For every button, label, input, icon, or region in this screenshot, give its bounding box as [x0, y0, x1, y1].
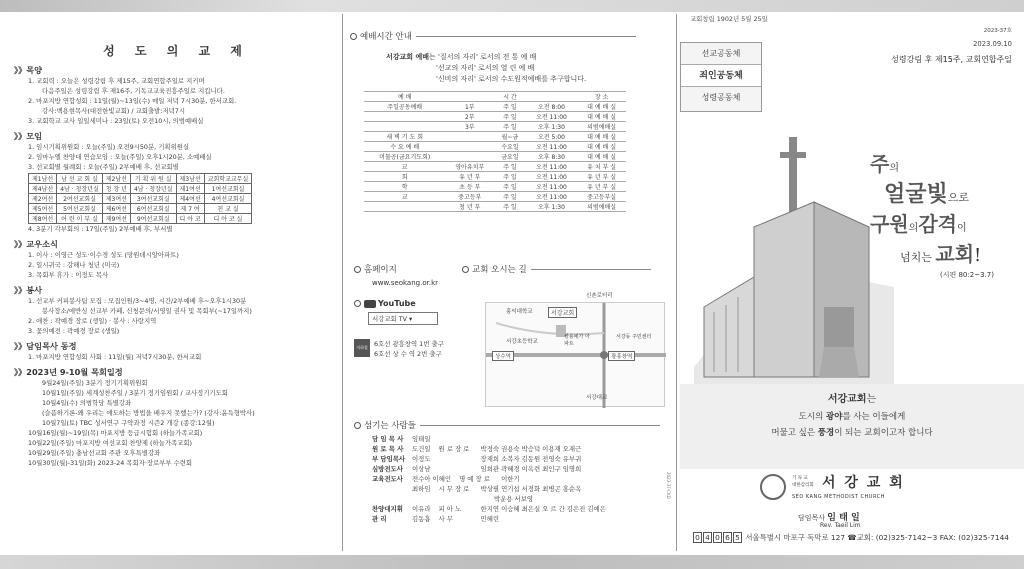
community-box [680, 42, 762, 112]
table-row [364, 162, 626, 172]
section-line: 1. 마포지방 연합성회 사회 : 11일(월) 저녁7시30분, 한서교회 [28, 353, 202, 361]
headline-word-2: 의 [889, 163, 899, 174]
table-cell: 주 일 [494, 202, 526, 212]
section-heading: 》》모임 [14, 131, 43, 141]
section-line: 2. 마포지방 연합성회 : 11일(월)~13일(수) 매일 저녁 7시30분, 한서교회. [28, 97, 237, 105]
staff-heading: 섬기는 사람들 [354, 419, 660, 433]
church-illustration [694, 107, 894, 407]
section-line: 9월24일(주일) 3분기 정기기획위원회 [42, 379, 148, 387]
table-cell: 수 요 예 배 [364, 142, 445, 152]
table-cell: 대 예 배 실 [577, 102, 626, 112]
table-cell: 오전 5:00 [526, 132, 577, 142]
section-line: 10월7일(토) TBC 성서연구 구약과정 시즌2 개강 (종강:12월) [42, 419, 215, 427]
staff-role: 원 로 목 사 [372, 445, 404, 453]
occasion-title: 성령강림 후 제15주, 교회연합주일 [891, 55, 1012, 64]
vision-c: 를 사는 이들에게 [842, 412, 906, 422]
table-cell: 의범예배실 [577, 202, 626, 212]
table-cell: 주 일 [494, 182, 526, 192]
table-cell: 제9여선 [102, 214, 130, 224]
table-row [29, 184, 252, 194]
intro-text: '선교의 자리' 로서의 열 린 예 배 [436, 64, 535, 72]
table-cell: 중고등부실 [577, 192, 626, 202]
table-cell: 의범예배실 [577, 122, 626, 132]
top-scan-band [0, 0, 1024, 12]
community-sinners: 죄인공동체 [681, 65, 761, 87]
table-cell: 대 예 배 실 [577, 142, 626, 152]
table-cell: 중고등부 [445, 192, 494, 202]
intro-line [386, 52, 675, 63]
map-label-school: 서강초등학교 [506, 339, 538, 345]
map-label-church: 서강교회 [548, 307, 577, 318]
circle-bullet-icon [350, 33, 357, 40]
table-cell: 4여선교회실 [204, 194, 252, 204]
issue-number: 2023-37호 [983, 28, 1012, 34]
table-cell: 교회학교교무실 [204, 174, 252, 184]
staff-row [372, 454, 672, 464]
table-cell: 교 [364, 192, 445, 202]
section-line: 3. 꽃의예전 : 곽예경 장로 (생일) [28, 327, 120, 335]
section-line: (슬픔하기론-왜 우리는 애도하는 방법을 배우지 못했는가? (강사:윤득형박사) [42, 409, 255, 417]
section-line: 2. 애찬 : 곽예경 장로 (생일) · 봉사 : 사랑지역 [28, 317, 157, 325]
map-label-gwangheungchang: 광흥창역 [608, 351, 635, 361]
vision-church-suffix: 는 [866, 394, 877, 405]
section-line: 1. 이사 : 이영근 성도·이수경 성도 (망원데시앙아파트) [28, 251, 179, 259]
youtube-heading: YouTube [354, 299, 474, 308]
announcement-sections [14, 65, 339, 468]
table-row [29, 174, 252, 184]
table-cell: 교 [364, 162, 445, 172]
headline-word-8: 이 [956, 223, 967, 234]
section-line: 다음주일은 성령강림 후 제16주, 기독교교육진흥주일로 지킵니다. [42, 87, 225, 95]
logo-english: SEO KANG METHODIST CHURCH [792, 494, 885, 500]
headline-word-5: 구원 [870, 212, 909, 236]
table-cell: 초 등 부 [445, 182, 494, 192]
table-cell: 유 년 부 실 [577, 182, 626, 192]
vision-a: 도시의 [798, 412, 826, 422]
table-cell: 청 년 부 [445, 202, 494, 212]
vision-lines [680, 409, 1024, 441]
table-cell: 4남 · 청장년실 [130, 184, 176, 194]
vision-statement [680, 384, 1024, 469]
address-line: 0 4 0 6 5 서울특별시 마포구 독막로 127 ☎교회: (02)325-7142~3 FAX: (02)325-7144 [686, 532, 1016, 543]
table-cell: 주 일 [494, 172, 526, 182]
map-label-center: 서강동 주민센터 [616, 334, 652, 340]
table-row [29, 214, 252, 224]
section-heading: 》》2023년 9-10월 목회일정 [14, 367, 123, 377]
logo-small-text: 기 독 교 대한감리회 [792, 476, 814, 488]
table-header-row [364, 92, 626, 102]
section-line: 10월30일(월)-31일(화) 2023-24 목회자·장로부부 수련회 [28, 459, 193, 467]
table-cell: 디 아 코 [176, 214, 204, 224]
fellowship-panel [14, 12, 339, 555]
table-cell: 주 일 [494, 162, 526, 172]
table-header [445, 92, 494, 102]
vision-a: 머물고 싶은 [771, 428, 818, 438]
table-cell: 오전 11:00 [526, 192, 577, 202]
staff-names: 한지연 이승혜 최은실 오 르 간 김은진 김예은 [480, 505, 606, 513]
table-cell: 유 년 부 실 [577, 172, 626, 182]
table-cell: 6여선교회실 [130, 204, 176, 214]
subway-line-1: 6호선 광흥창역 1번 출구 [374, 340, 444, 348]
table-cell: 오전 11:00 [526, 172, 577, 182]
section-line: 1. 교회력 : 오늘은 성령강림 후 제15주, 교회연합주일로 지키며 [28, 77, 205, 85]
table-cell: 주 일 [494, 102, 526, 112]
headline-word-1: 주 [870, 152, 890, 176]
table-cell [364, 202, 445, 212]
table-cell: 어 린 이 부 실 [57, 214, 103, 224]
section-line: 10월1일(주일) 세계성찬주일 / 3분기 정기임원회 / 교사정기기도회 [42, 389, 228, 397]
table-cell: 제 7 여 [176, 204, 204, 214]
section-line: 2. 임마누엘 찬양대 연습모임 : 오늘(주일) 오후1시20분, 소예배실 [28, 153, 212, 161]
table-cell: 오전 11:00 [526, 142, 577, 152]
table-row [364, 142, 626, 152]
staff-role: 부 담임목사 [372, 455, 406, 463]
map-label-rotary: 신촌로터리 [586, 293, 613, 299]
postal-digit: 5 [733, 532, 742, 543]
table-cell: 5여선교회실 [57, 204, 103, 214]
print-code: 2023-37-CKD [666, 472, 671, 499]
table-cell: 제6여선 [102, 204, 130, 214]
table-cell: 1여선교회실 [204, 184, 252, 194]
table-cell: 남 선 교 회 실 [57, 174, 103, 184]
table-header: 장 소 [577, 92, 626, 102]
staff-name: 이유라 [412, 505, 431, 513]
directions-heading: 교회 오시는 길 [462, 263, 651, 277]
worship-schedule-table [364, 91, 626, 212]
table-cell: 오후 1:30 [526, 122, 577, 132]
vision-c: 이 되는 교회이고자 합니다 [834, 428, 933, 438]
staff-role-2: 피 아 노 [438, 505, 462, 513]
table-row [29, 194, 252, 204]
staff-role: 교육전도사 [372, 475, 403, 483]
worship-intro [350, 52, 675, 85]
section-line: 10월29일(주일) 충남선교회 주관 오후특별강좌 [28, 449, 161, 457]
headline-word-7: 감격 [918, 212, 957, 236]
table-row [364, 202, 626, 212]
section-line: 강사:백용현목사(대전한빛교회) / 교회출발:저녁7시 [42, 107, 186, 115]
table-cell: 9여선교회실 [130, 214, 176, 224]
table-cell [364, 112, 445, 122]
vision-b: 광야 [826, 412, 843, 422]
staff-names: 민혜린 [480, 515, 500, 523]
table-cell: 수요일 [494, 142, 526, 152]
postal-digit: 4 [703, 532, 712, 543]
cover-headline [870, 152, 1020, 280]
table-cell: 주 일 [494, 122, 526, 132]
section-line: 10월22일(주일) 마포지방 여선교회 찬양제 (하늘가족교회) [28, 439, 193, 447]
table-cell: 대 예 배 실 [577, 112, 626, 122]
bulletin-date: 2023.09.10 [973, 40, 1012, 48]
table-cell [445, 152, 494, 162]
intro-text: 는 '질서의 자리' 로서의 전 통 예 배 [429, 53, 537, 61]
table-cell: 오전 8:00 [526, 102, 577, 112]
table-cell: 오전 11:00 [526, 182, 577, 192]
church-logo [750, 470, 970, 510]
homepage-link[interactable]: www.seokang.or.kr [372, 279, 438, 287]
table-cell: 오전 11:00 [526, 162, 577, 172]
section-line: 3. 선교회별 월례회 : 오늘(주일) 2부예배 후, 선교회별 [28, 163, 179, 171]
staff-role-2: 명 예 장 로 [459, 475, 490, 483]
headline-word-4: 으로 [947, 191, 970, 204]
staff-name: 최하임 [412, 485, 431, 493]
table-cell: 유 치 부 실 [577, 162, 626, 172]
section-line: 봉사장소/에반싱 선교부 카페, 신청문의/서영일 권사 및 목회부(~17일까지) [42, 307, 252, 315]
table-cell: 제4여선 [176, 194, 204, 204]
founded-date: 교회창립 1902년 5월 25일 [690, 15, 768, 23]
staff-name: 이상남 [412, 465, 431, 473]
table-cell: 주 일 [494, 192, 526, 202]
table-row [364, 182, 626, 192]
staff-name: 도건일 [412, 445, 431, 453]
table-cell: 대 예 배 실 [577, 152, 626, 162]
map-label-sangsu: 상수역 [492, 351, 514, 361]
intro-line [386, 74, 675, 85]
table-header: 예 배 [364, 92, 445, 102]
section-line: 4. 3분기 각부회의 : 17일(주일) 2부예배 후, 부서별 [28, 225, 173, 233]
table-cell: 기 획 위 원 실 [130, 174, 176, 184]
directions-map [485, 293, 665, 407]
staff-role: 담 임 목 사 [372, 435, 404, 443]
section-line: 1. 선교부 커피봉사팀 모집 : 모집인원/3~4명, 시간/2부예배 후~오후1시30분 [28, 297, 247, 305]
table-cell: 3여선교회실 [130, 194, 176, 204]
chevron-down-icon: ▾ [409, 315, 413, 323]
section-heading: 》》목양 [14, 65, 43, 75]
staff-row [372, 464, 672, 474]
table-cell: 주일공동예배 [364, 102, 445, 112]
map-label-apartment: 쌍용예가 아파트 [564, 334, 590, 347]
table-cell: 월~금 [494, 132, 526, 142]
section-line: 3. 목회부 휴가 : 이정도 목사 [28, 271, 109, 279]
bottom-scan-band [0, 555, 1024, 569]
table-cell: 유 년 부 [445, 172, 494, 182]
logo-name: 서 강 교 회 [822, 475, 905, 491]
community-spirit: 성령공동체 [701, 93, 741, 102]
staff-role: 관 리 [372, 515, 387, 523]
youtube-icon [364, 300, 376, 308]
headline-word-10: 교회 [935, 242, 975, 266]
youtube-channel-select[interactable]: 서강교회 TV ▾ [368, 312, 438, 325]
section-line: 3. 교회학교 교사 일일세미나 : 23일(토) 오전10시, 의범예배실 [28, 117, 204, 125]
staff-names: 박정숙 권용숙 박승덕 이용재 오재근 [480, 445, 582, 453]
table-cell: 머물공(금요기도회) [364, 152, 445, 162]
staff-row [372, 434, 672, 444]
table-cell: 제2여선 [29, 194, 57, 204]
table-cell: 제5여선 [29, 204, 57, 214]
staff-row [372, 474, 672, 484]
headline-word-6: 의 [908, 223, 919, 234]
staff-row [372, 484, 672, 494]
homepage-block [354, 260, 474, 359]
page-title: 성 도 의 교 제 [103, 44, 250, 58]
table-cell: 금요일 [494, 152, 526, 162]
subway-line-2: 6호선 상 수 역 2번 출구 [374, 350, 442, 358]
table-cell: 주 일 [494, 112, 526, 122]
intro-church: 서강교회 예배 [386, 53, 430, 61]
circle-bullet-icon [354, 266, 361, 273]
section-heading: 》》교우소식 [14, 239, 58, 249]
section-line: 10월4일(수) 의범학당 특별강좌 [42, 399, 132, 407]
table-cell: 오전 11:00 [526, 112, 577, 122]
vision-b: 풍경 [817, 428, 835, 438]
circle-bullet-icon [354, 422, 361, 429]
table-cell [445, 132, 494, 142]
pastor-line: 담임목사 임 태 일 [798, 513, 860, 523]
table-cell: 제3남선 [176, 174, 204, 184]
table-cell: 청 장 년 [102, 184, 130, 194]
staff-role-2: 사 무 [438, 515, 453, 523]
staff-names: 박상필 연기섭 서정화 최병곤 홍순옥 [480, 485, 582, 493]
table-row [364, 122, 626, 132]
subway-info [354, 339, 474, 359]
staff-name: 임태일 [412, 435, 431, 443]
pastor-english: Rev. Taeil Lim [820, 522, 861, 529]
section-line: 10월16일(월)~19일(목) 마포지방 등급시험회 (하늘가족교회) [28, 429, 203, 437]
headline-word-11: ! [974, 245, 982, 266]
table-cell: 제2남선 [102, 174, 130, 184]
staff-row [372, 504, 672, 514]
map-label-bridge: 서강대교 [586, 395, 608, 401]
table-cell: 친 교 실 [204, 204, 252, 214]
table-row [364, 192, 626, 202]
fold-line-2 [676, 14, 677, 551]
cover-panel [680, 12, 1024, 555]
table-cell [364, 122, 445, 132]
section-heading: 》》봉사 [14, 285, 43, 295]
headline-word-9: 넘치는 [900, 251, 932, 264]
table-row [364, 152, 626, 162]
table-row [364, 112, 626, 122]
table-header [526, 92, 577, 102]
table-cell: 제1여선 [176, 184, 204, 194]
vision-church-name: 서강교회 [827, 394, 867, 405]
subway-icon: 지하철 [354, 339, 370, 357]
fold-line-1 [342, 14, 343, 551]
staff-names: 장재희 소복자 김동원 전영숙 유부귀 [480, 455, 582, 463]
staff-name: 전수아 이혜인 [412, 475, 452, 483]
staff-role: 찬양대지휘 [372, 505, 403, 513]
table-cell: 제4남선 [29, 184, 57, 194]
staff-name: 김동흡 [412, 515, 431, 523]
table-cell: 2부 [445, 112, 494, 122]
section-line: 2. 일시귀국 : 강해나 청년 (미국) [28, 261, 120, 269]
staff-role: 심방전도사 [372, 465, 403, 473]
vision-line [680, 409, 1024, 425]
headline-word-3: 얼굴빛 [884, 181, 948, 207]
staff-row [372, 494, 672, 504]
table-cell: 4남 · 청장년실 [57, 184, 103, 194]
table-header: 시 간 [494, 92, 526, 102]
homepage-heading: 홈페이지 [354, 263, 474, 277]
table-cell: 오후 1:30 [526, 202, 577, 212]
table-cell: 1부 [445, 102, 494, 112]
postal-code [693, 533, 743, 542]
staff-names: 박운용 서보영 [494, 495, 534, 503]
table-cell: 제1남선 [29, 174, 57, 184]
table-cell: 회 [364, 172, 445, 182]
worship-heading: 예배시간 안내 [350, 30, 675, 44]
circle-bullet-icon [462, 266, 469, 273]
staff-role-2: 시 무 장 로 [438, 485, 470, 493]
staff-names: 이한기 [501, 475, 520, 483]
table-cell: 디 아 코 실 [204, 214, 252, 224]
table-row [364, 102, 626, 112]
table-row [364, 172, 626, 182]
table-cell [445, 142, 494, 152]
staff-names: 임희관 곽혜경 이옥련 최인구 임명희 [480, 465, 582, 473]
table-cell: 제8여선 [29, 214, 57, 224]
table-cell: 오후 8:30 [526, 152, 577, 162]
section-heading: 》》담임목사 동정 [14, 341, 77, 351]
table-cell: 새 벽 기 도 회 [364, 132, 445, 142]
community-mission: 선교공동체 [681, 43, 761, 65]
table-row [364, 132, 626, 142]
worship-panel [350, 12, 675, 555]
mission-group-table [28, 173, 252, 224]
staff-list [372, 434, 672, 524]
table-cell: 3부 [445, 122, 494, 132]
staff-row [372, 444, 672, 454]
intro-line [386, 63, 675, 74]
table-cell: 제3여선 [102, 194, 130, 204]
staff-row [372, 514, 672, 524]
table-row [29, 204, 252, 214]
table-cell: 영아유치부 [445, 162, 494, 172]
table-cell: 대 예 배 실 [577, 132, 626, 142]
headline-verse: (시편 80:2~3.7) [940, 271, 994, 279]
table-cell: 학 [364, 182, 445, 192]
staff-name: 이정도 [412, 455, 431, 463]
church-emblem-icon [760, 474, 786, 500]
vision-line [680, 425, 1024, 441]
map-label-hongik: 홍익대학교 [506, 309, 533, 315]
intro-text: '신비의 자리' 로서의 수도원적예배를 추구합니다. [436, 75, 587, 83]
postal-digit: 0 [713, 532, 722, 543]
postal-digit: 0 [693, 532, 702, 543]
postal-digit: 6 [723, 532, 732, 543]
staff-role-2: 원 로 장 로 [438, 445, 470, 453]
section-line: 1. 임시기획위원회 : 오늘(주일) 오전9시50분, 기획위원실 [28, 143, 190, 151]
table-cell: 2여선교회실 [57, 194, 103, 204]
